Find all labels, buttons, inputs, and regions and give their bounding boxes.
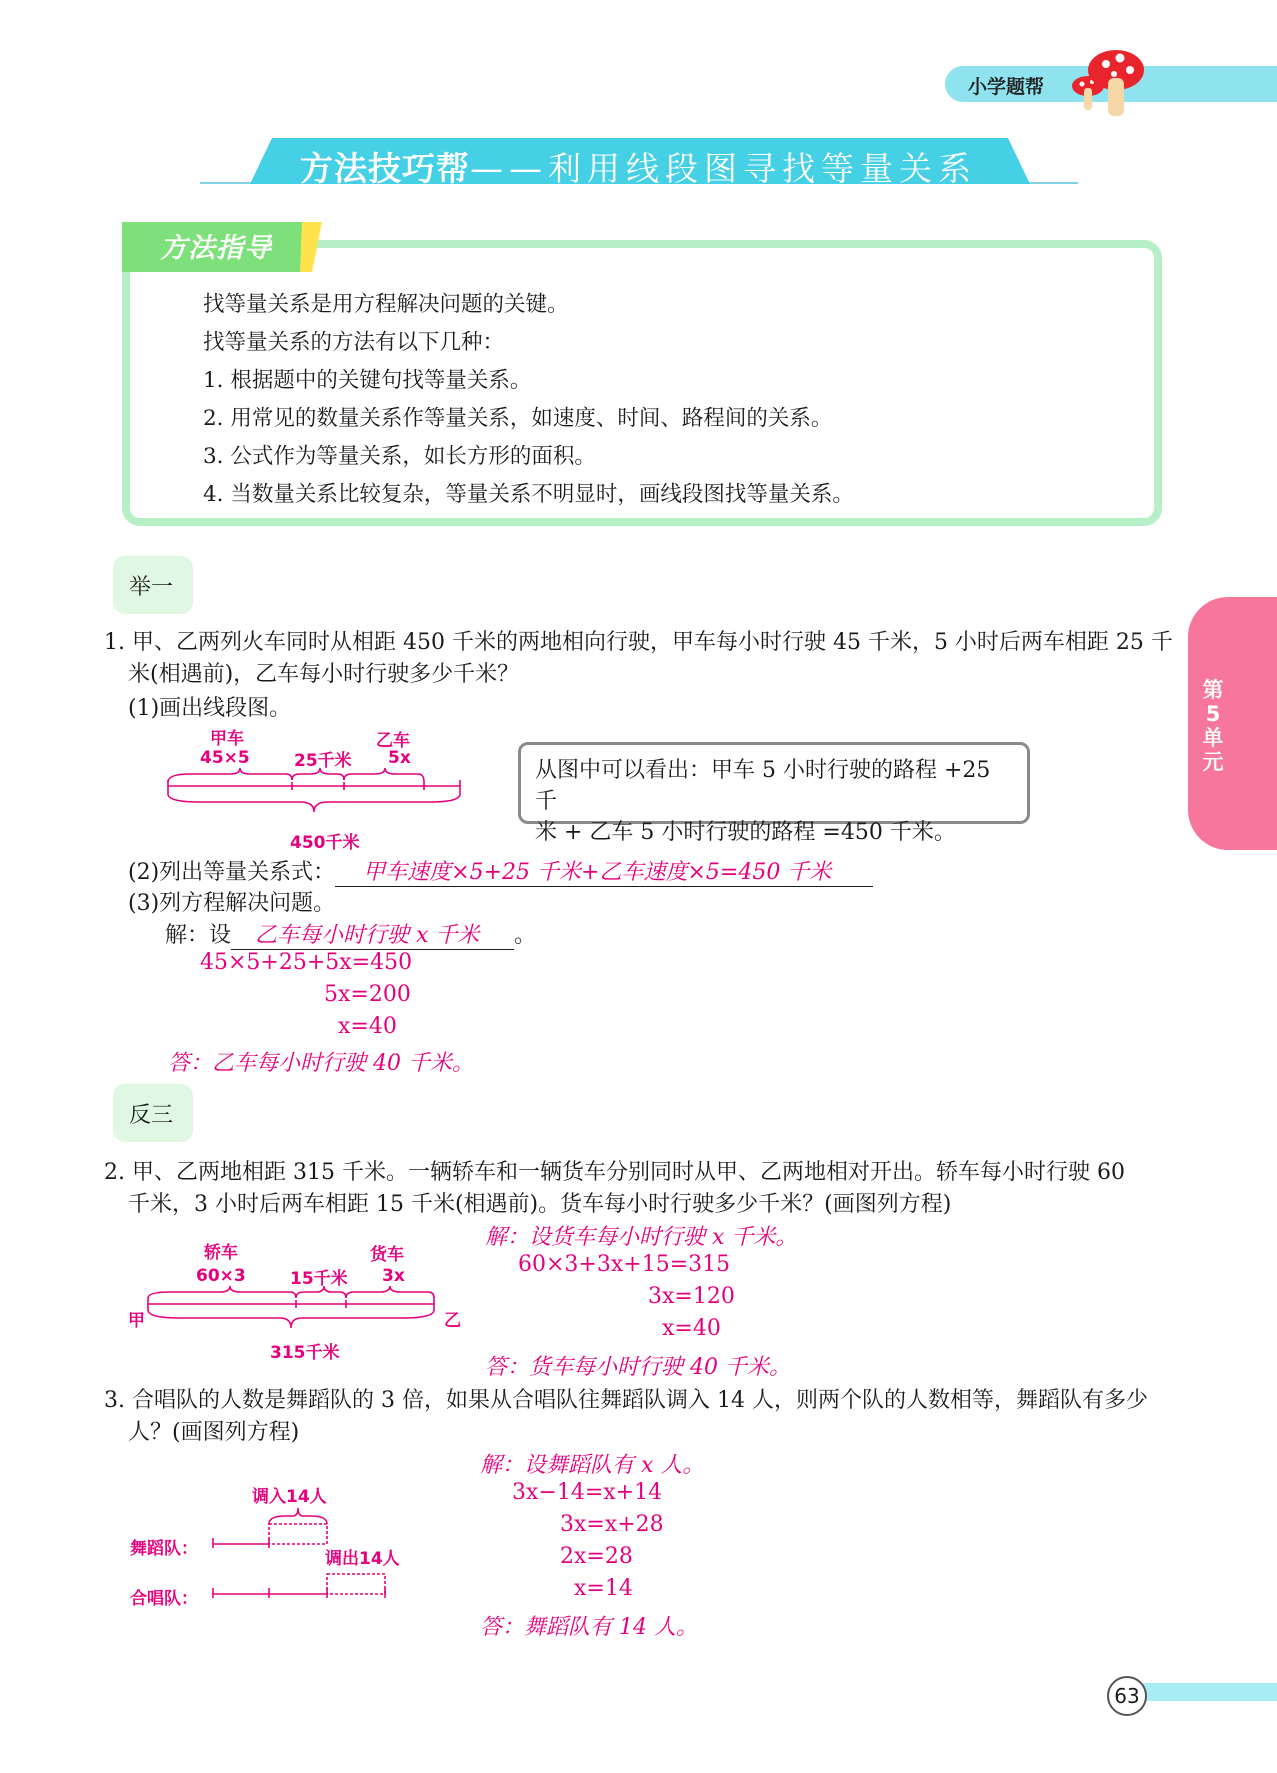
q2-answer: 答：货车每小时行驶 40 千米。 [485, 1355, 791, 1380]
diagram-label: 315千米 [270, 1343, 340, 1363]
q3-line-diagram [205, 1504, 405, 1604]
equation: x=40 [338, 1014, 397, 1039]
method-line: 2. 用常见的数量关系作等量关系，如速度、时间、路程间的关系。 [203, 406, 833, 431]
diagram-label: 乙 [444, 1311, 461, 1331]
diagram-label: 3x [382, 1266, 405, 1286]
page-title [300, 143, 1020, 190]
q2-solution-line: x=40 [662, 1316, 721, 1341]
q3-solution-line: 解：设舞蹈队有 x 人。 [480, 1453, 705, 1478]
diagram-label: 货车 [370, 1245, 404, 1265]
q1-solve [165, 918, 536, 950]
diagram-label: 45×5 [200, 748, 250, 768]
q1-text-line1: 1. 甲、乙两列火车同时从相距 450 千米的两地相向行驶，甲车每小时行驶 45 千米，5 小时后两车相距 25 千 [104, 630, 1173, 655]
q3-answer: 答：舞蹈队有 14 人。 [480, 1615, 698, 1640]
section-tag-example: 举一 [113, 556, 193, 614]
hint-line: 从图中可以看出：甲车 5 小时行驶的路程 +25 千 [535, 758, 991, 814]
q3-text-line1: 3. 合唱队的人数是舞蹈队的 3 倍，如果从合唱队往舞蹈队调入 14 人，则两个队的人数相等，舞蹈队有多少 [104, 1388, 1148, 1413]
step2-answer[interactable]: 甲车速度×5+25 千米+乙车速度×5=450 千米 [335, 855, 873, 887]
diagram-label: 25千米 [294, 751, 352, 771]
equation: 5x=200 [324, 982, 411, 1007]
q1-step1: (1)画出线段图。 [128, 696, 292, 721]
method-line: 1. 根据题中的关键句找等量关系。 [203, 368, 532, 393]
method-line: 4. 当数量关系比较复杂，等量关系不明显时，画线段图找等量关系。 [203, 482, 854, 507]
step2-label: (2)列出等量关系式： [128, 860, 336, 885]
q3-solution-line: 3x=x+28 [560, 1512, 664, 1537]
diagram-label: 乙车 [376, 731, 410, 751]
method-line: 3. 公式作为等量关系，如长方形的面积。 [203, 444, 596, 469]
mushroom-icon [1058, 44, 1148, 120]
q2-line-diagram [140, 1286, 450, 1340]
q2-text-line2: 千米，3 小时后两车相距 15 千米(相遇前)。货车每小时行驶多少千米？(画图列方程) [128, 1192, 952, 1217]
diagram-label: 5x [388, 748, 411, 768]
diagram-label: 15千米 [290, 1269, 348, 1289]
method-line: 找等量关系是用方程解决问题的关键。 [203, 292, 569, 317]
q1-answer: 答：乙车每小时行驶 40 千米。 [168, 1051, 474, 1076]
method-line: 找等量关系的方法有以下几种： [203, 330, 505, 355]
q2-text-line1: 2. 甲、乙两地相距 315 千米。一辆轿车和一辆货车分别同时从甲、乙两地相对开出。轿车每小时行驶 60 [104, 1160, 1125, 1185]
solve-label: 解：设 [165, 923, 232, 948]
q2-solution-line: 60×3+3x+15=315 [518, 1252, 731, 1277]
q1-step3: (3)列方程解决问题。 [128, 891, 336, 916]
diagram-label: 调入14人 [252, 1487, 327, 1507]
method-guide-title: 方法指导 [160, 233, 272, 264]
hint-box [518, 742, 1030, 845]
q1-text-line2: 米(相遇前)，乙车每小时行驶多少千米？ [128, 662, 520, 687]
hint-line: 米 + 乙车 5 小时行驶的路程 =450 千米。 [535, 820, 956, 845]
unit-label: 第5单元 [1202, 678, 1224, 774]
q3-text-line2: 人？(画图列方程) [128, 1420, 300, 1445]
diagram-label: 调出14人 [325, 1549, 400, 1569]
diagram-label: 舞蹈队： [130, 1539, 198, 1559]
q3-solution-line: 3x−14=x+14 [512, 1480, 663, 1505]
q2-solution-line: 解：设货车每小时行驶 x 千米。 [485, 1225, 798, 1250]
section-tag-practice: 反三 [113, 1084, 193, 1142]
q3-solution-line: x=14 [574, 1576, 633, 1601]
q2-solution-line: 3x=120 [648, 1284, 735, 1309]
title-main: 方法技巧帮 [300, 149, 470, 188]
solve-end: 。 [514, 923, 537, 948]
q1-line-diagram [160, 768, 470, 828]
diagram-label: 甲车 [210, 729, 244, 749]
diagram-label: 450千米 [290, 833, 360, 853]
diagram-label: 60×3 [196, 1266, 246, 1286]
brand-name: 小学题帮 [968, 76, 1045, 98]
q3-solution-line: 2x=28 [560, 1544, 633, 1569]
diagram-label: 合唱队： [130, 1589, 198, 1609]
diagram-label: 甲 [128, 1311, 145, 1331]
diagram-label: 轿车 [204, 1243, 238, 1263]
equation: 45×5+25+5x=450 [200, 950, 413, 975]
page-number: 63 [1107, 1676, 1147, 1716]
q1-step2 [128, 855, 873, 887]
title-sub: 利用线段图寻找等量关系 [548, 149, 977, 188]
solve-answer[interactable]: 乙车每小时行驶 x 千米 [231, 918, 514, 950]
title-dash: —— [470, 149, 548, 188]
